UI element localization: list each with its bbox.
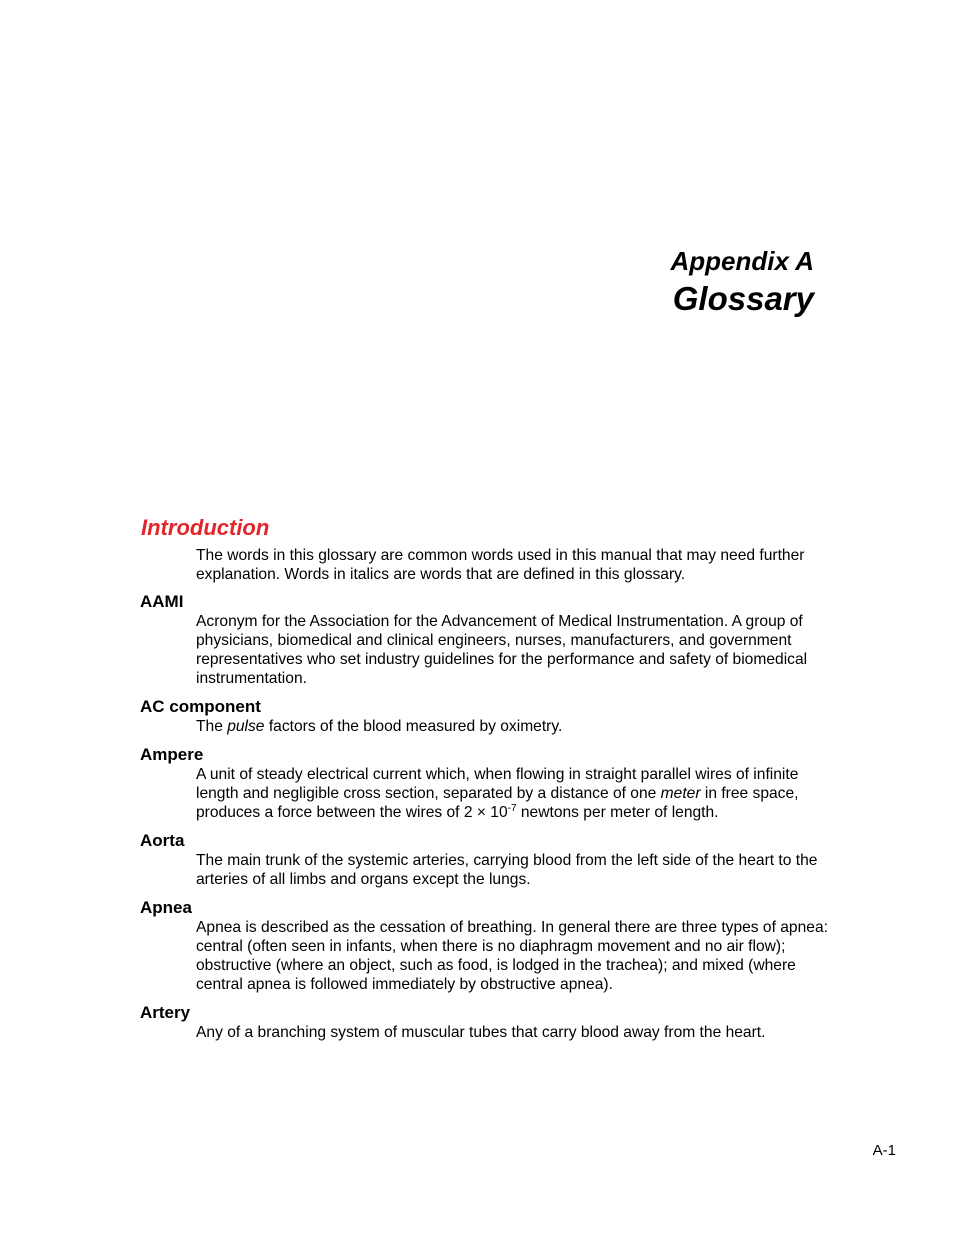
definition-text: The: [196, 718, 228, 735]
glossary-term: Aorta: [140, 831, 185, 850]
glossary-definition: [196, 765, 836, 822]
glossary-entry-aami: [140, 592, 840, 688]
exponent: -7: [507, 802, 517, 814]
glossary-term: Artery: [140, 1003, 191, 1022]
glossary-list: [140, 592, 840, 1051]
appendix-label: Appendix A: [670, 246, 814, 276]
section-heading-introduction: Introduction: [141, 515, 270, 540]
italic-term-pulse: pulse: [227, 718, 265, 735]
glossary-entry-artery: [140, 1003, 840, 1042]
glossary-term: Apnea: [140, 898, 192, 917]
definition-text: A unit of steady electrical current which, when flowing in straight parallel wires of infinite length and negligible cross section, separated by a distance of one: [196, 766, 799, 802]
italic-term-meter: meter: [660, 785, 701, 802]
glossary-term: AC component: [140, 697, 261, 716]
glossary-definition: [196, 717, 836, 736]
glossary-term: AAMI: [140, 592, 184, 611]
glossary-entry-aorta: [140, 831, 840, 889]
intro-paragraph: The words in this glossary are common words used in this manual that may need further explanation. Words in italics are words that are defined in this glossary.: [196, 547, 805, 583]
glossary-definition: Any of a branching system of muscular tubes that carry blood away from the heart.: [196, 1024, 766, 1041]
glossary-definition: Apnea is described as the cessation of breathing. In general there are three types of apnea: central (often seen in infants, when there is no diaphragm movement and no air flow); obstructive (where an object, such as food, is lodged in the trachea); and mixed (where central apnea is followed immediately by obstructive apnea).: [196, 919, 828, 993]
page-number: A-1: [872, 1142, 896, 1159]
glossary-term: Ampere: [140, 745, 204, 764]
glossary-definition: The main trunk of the systemic arteries, carrying blood from the left side of the heart to the arteries of all limbs and organs except the lungs.: [196, 852, 818, 888]
definition-text: factors of the blood measured by oximetry.: [264, 718, 563, 735]
glossary-definition: Acronym for the Association for the Advancement of Medical Instrumentation. A group of physicians, biomedical and clinical engineers, nurses, manufacturers, and government representatives who set industry guidelines for the performance and safety of biomedical instrumentation.: [196, 613, 808, 687]
definition-text: newtons per meter of length.: [516, 804, 719, 821]
page-title: Glossary: [672, 280, 814, 317]
definition-text: in free space, produces a force between the wires of 2 × 10: [196, 785, 799, 821]
glossary-entry-ac-component: [140, 697, 840, 736]
glossary-entry-apnea: [140, 898, 840, 994]
glossary-entry-ampere: [140, 745, 840, 822]
